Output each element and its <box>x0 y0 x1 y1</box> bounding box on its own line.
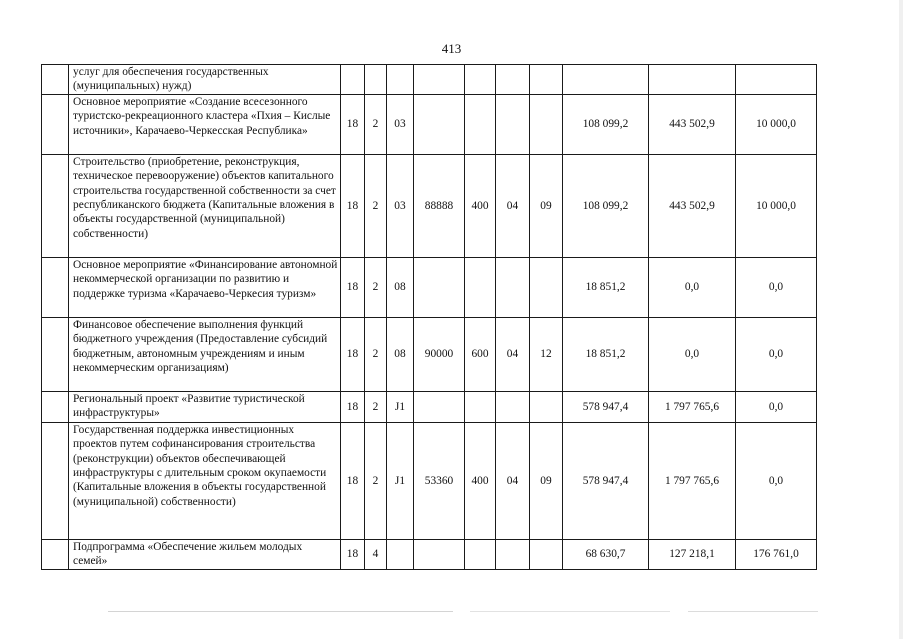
row-index-cell <box>42 65 69 95</box>
row-index-cell <box>42 154 69 257</box>
amount-cell-1: 18 851,2 <box>563 317 649 391</box>
code-cell-5 <box>465 65 496 95</box>
code-cell-1: 18 <box>341 422 365 539</box>
code-cell-2: 2 <box>365 391 387 422</box>
description-cell: Основное мероприятие «Финансирование автономной некоммерческой организации по развитию и поддержке туризма «Карачаево-Черкесия туризм» <box>69 257 341 317</box>
description-cell: услуг для обеспечения государственных (муниципальных) нужд) <box>69 65 341 95</box>
amount-cell-3: 0,0 <box>736 422 817 539</box>
amount-cell-3: 0,0 <box>736 317 817 391</box>
code-cell-1 <box>341 65 365 95</box>
description-cell: Финансовое обеспечение выполнения функций бюджетного учреждения (Предоставление субсидий бюджетным, автономным учреждениям и иным некоммерческим организациям) <box>69 317 341 391</box>
code-cell-6: 04 <box>496 154 530 257</box>
table-body <box>42 65 817 570</box>
code-cell-4 <box>414 257 465 317</box>
description-cell: Государственная поддержка инвестиционных проектов путем софинансирования строительства (реконструкции) объектов обеспечивающей инфраструктуры с длительным сроком окупаемости (Капитальные вложения в объекты государственной (муниципальной) собственности) <box>69 422 341 539</box>
amount-cell-3 <box>736 65 817 95</box>
amount-cell-2: 1 797 765,6 <box>649 391 736 422</box>
table-row <box>42 422 817 539</box>
amount-cell-1: 578 947,4 <box>563 422 649 539</box>
code-cell-3 <box>387 539 414 569</box>
code-cell-3: 03 <box>387 154 414 257</box>
code-cell-6 <box>496 539 530 569</box>
scan-artifact-line <box>108 611 453 612</box>
code-cell-6 <box>496 94 530 154</box>
code-cell-6 <box>496 65 530 95</box>
amount-cell-3: 10 000,0 <box>736 154 817 257</box>
scan-artifact-line <box>688 611 818 612</box>
code-cell-5: 400 <box>465 422 496 539</box>
row-index-cell <box>42 422 69 539</box>
table-row <box>42 391 817 422</box>
code-cell-1: 18 <box>341 154 365 257</box>
code-cell-3: 08 <box>387 317 414 391</box>
code-cell-7: 09 <box>530 154 563 257</box>
code-cell-4: 90000 <box>414 317 465 391</box>
row-index-cell <box>42 94 69 154</box>
row-index-cell <box>42 257 69 317</box>
code-cell-2: 2 <box>365 94 387 154</box>
code-cell-1: 18 <box>341 257 365 317</box>
table-row <box>42 257 817 317</box>
table-row <box>42 94 817 154</box>
amount-cell-1: 108 099,2 <box>563 94 649 154</box>
code-cell-3: 03 <box>387 94 414 154</box>
amount-cell-2: 0,0 <box>649 257 736 317</box>
amount-cell-2: 0,0 <box>649 317 736 391</box>
amount-cell-2: 443 502,9 <box>649 94 736 154</box>
description-cell: Строительство (приобретение, реконструкция, техническое перевооружение) объектов капитального строительства государственной собственности за счет республиканского бюджета (Капитальные вложения в объекты государственной (муниципальной) собственности) <box>69 154 341 257</box>
code-cell-2: 2 <box>365 317 387 391</box>
amount-cell-3: 10 000,0 <box>736 94 817 154</box>
row-index-cell <box>42 317 69 391</box>
code-cell-3: J1 <box>387 391 414 422</box>
code-cell-3: 08 <box>387 257 414 317</box>
code-cell-1: 18 <box>341 539 365 569</box>
code-cell-1: 18 <box>341 391 365 422</box>
code-cell-7: 12 <box>530 317 563 391</box>
code-cell-7: 09 <box>530 422 563 539</box>
code-cell-5 <box>465 94 496 154</box>
code-cell-1: 18 <box>341 317 365 391</box>
code-cell-4 <box>414 391 465 422</box>
row-index-cell <box>42 539 69 569</box>
description-cell: Региональный проект «Развитие туристической инфраструктуры» <box>69 391 341 422</box>
code-cell-5 <box>465 539 496 569</box>
table-row <box>42 539 817 569</box>
code-cell-6 <box>496 257 530 317</box>
code-cell-4: 53360 <box>414 422 465 539</box>
code-cell-5 <box>465 257 496 317</box>
amount-cell-1: 578 947,4 <box>563 391 649 422</box>
amount-cell-2: 127 218,1 <box>649 539 736 569</box>
row-index-cell <box>42 391 69 422</box>
code-cell-7 <box>530 539 563 569</box>
code-cell-3 <box>387 65 414 95</box>
amount-cell-1 <box>563 65 649 95</box>
code-cell-7 <box>530 65 563 95</box>
code-cell-4 <box>414 65 465 95</box>
amount-cell-1: 108 099,2 <box>563 154 649 257</box>
amount-cell-3: 176 761,0 <box>736 539 817 569</box>
code-cell-2 <box>365 65 387 95</box>
amount-cell-1: 18 851,2 <box>563 257 649 317</box>
amount-cell-1: 68 630,7 <box>563 539 649 569</box>
table-row <box>42 154 817 257</box>
amount-cell-2: 443 502,9 <box>649 154 736 257</box>
page-number: 413 <box>441 41 462 56</box>
code-cell-1: 18 <box>341 94 365 154</box>
scan-edge-shade <box>899 0 903 639</box>
code-cell-5 <box>465 391 496 422</box>
code-cell-3: J1 <box>387 422 414 539</box>
code-cell-4 <box>414 539 465 569</box>
code-cell-4 <box>414 94 465 154</box>
description-cell: Основное мероприятие «Создание всесезонного туристско-рекреационного кластера «Пхия – Кислые источники», Карачаево-Черкесская Республика» <box>69 94 341 154</box>
table-row <box>42 65 817 95</box>
code-cell-6: 04 <box>496 422 530 539</box>
amount-cell-3: 0,0 <box>736 257 817 317</box>
table-row <box>42 317 817 391</box>
code-cell-2: 4 <box>365 539 387 569</box>
code-cell-2: 2 <box>365 154 387 257</box>
amount-cell-2: 1 797 765,6 <box>649 422 736 539</box>
code-cell-5: 400 <box>465 154 496 257</box>
code-cell-7 <box>530 391 563 422</box>
budget-table <box>41 64 817 570</box>
code-cell-2: 2 <box>365 422 387 539</box>
code-cell-2: 2 <box>365 257 387 317</box>
code-cell-6: 04 <box>496 317 530 391</box>
code-cell-5: 600 <box>465 317 496 391</box>
amount-cell-2 <box>649 65 736 95</box>
code-cell-4: 88888 <box>414 154 465 257</box>
amount-cell-3: 0,0 <box>736 391 817 422</box>
code-cell-7 <box>530 257 563 317</box>
code-cell-6 <box>496 391 530 422</box>
scan-artifact-line <box>470 611 670 612</box>
description-cell: Подпрограмма «Обеспечение жильем молодых семей» <box>69 539 341 569</box>
code-cell-7 <box>530 94 563 154</box>
